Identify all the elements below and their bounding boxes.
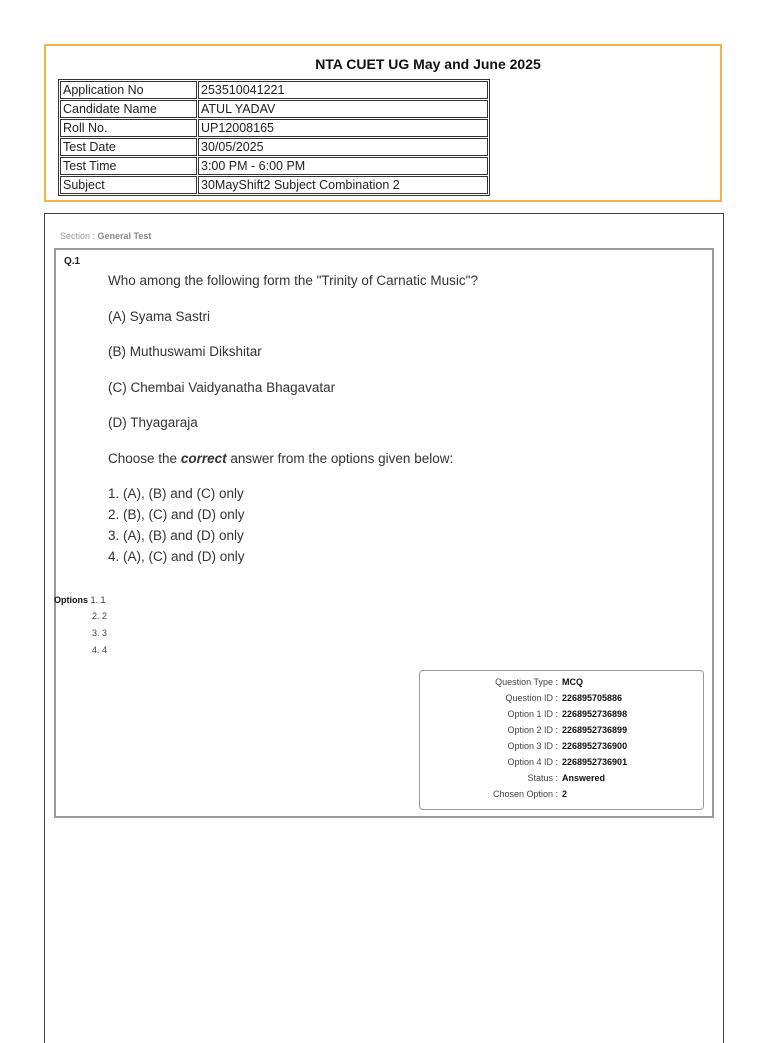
statement-a: (A) Syama Sastri — [108, 309, 211, 324]
info-label: Test Date — [60, 138, 197, 156]
statement-b: (B) Muthuswami Dikshitar — [108, 344, 262, 359]
option-item: 3. 3 — [92, 628, 108, 638]
meta-key: Status : — [527, 773, 558, 783]
meta-value: 2268952736901 — [562, 757, 628, 767]
meta-key: Option 2 ID : — [507, 725, 558, 735]
candidate-info-box — [44, 44, 722, 202]
question-text: Who among the following form the "Trinity of Carnatic Music"? — [108, 273, 478, 288]
info-label: Application No — [60, 81, 197, 99]
exam-title: NTA CUET UG May and June 2025 — [315, 56, 541, 72]
info-label: Roll No. — [60, 119, 197, 137]
table-row — [60, 81, 488, 99]
meta-key: Option 4 ID : — [507, 757, 558, 767]
meta-value: 2 — [562, 789, 568, 799]
meta-key: Question ID : — [505, 693, 558, 703]
option-item: 1. 1 — [90, 595, 106, 605]
table-row — [60, 119, 488, 137]
table-row — [60, 176, 488, 194]
meta-value: Answered — [562, 773, 606, 783]
meta-value: 2268952736898 — [562, 709, 628, 719]
choice-3: 3. (A), (B) and (D) only — [108, 528, 244, 543]
info-label: Subject — [60, 176, 197, 194]
info-value: ATUL YADAV — [198, 100, 488, 118]
instruction-pre: Choose the — [108, 451, 181, 466]
meta-key: Question Type : — [495, 677, 558, 687]
meta-key: Option 1 ID : — [507, 709, 558, 719]
answer-instruction — [108, 451, 453, 466]
info-value: UP12008165 — [198, 119, 488, 137]
choice-2: 2. (B), (C) and (D) only — [108, 507, 245, 522]
table-row — [60, 138, 488, 156]
option-item: 4. 4 — [92, 645, 108, 655]
options-list — [54, 595, 106, 605]
table-row — [60, 100, 488, 118]
table-row — [60, 157, 488, 175]
candidate-info-table — [58, 79, 490, 196]
question-number: Q.1 — [64, 256, 81, 267]
statement-d: (D) Thyagaraja — [108, 415, 198, 430]
section-name: General Test — [97, 231, 152, 241]
options-label: Options — [54, 595, 88, 605]
statement-c: (C) Chembai Vaidyanatha Bhagavatar — [108, 380, 336, 395]
section-label — [60, 231, 151, 241]
info-label: Test Time — [60, 157, 197, 175]
meta-key: Chosen Option : — [492, 789, 558, 799]
instruction-emphasis: correct — [180, 451, 227, 466]
meta-value: 2268952736900 — [562, 741, 628, 751]
meta-value: MCQ — [562, 677, 583, 687]
instruction-post: answer from the options given below: — [226, 451, 454, 466]
meta-key: Option 3 ID : — [507, 741, 558, 751]
info-value: 30MayShift2 Subject Combination 2 — [198, 176, 488, 194]
meta-value: 2268952736899 — [562, 725, 628, 735]
info-value: 30/05/2025 — [198, 138, 488, 156]
info-value: 253510041221 — [198, 81, 488, 99]
choice-4: 4. (A), (C) and (D) only — [108, 549, 245, 564]
meta-value: 226895705886 — [562, 693, 623, 703]
info-label: Candidate Name — [60, 100, 197, 118]
section-prefix: Section : — [60, 231, 98, 241]
option-item: 2. 2 — [92, 611, 108, 621]
choice-1: 1. (A), (B) and (C) only — [108, 486, 244, 501]
info-value: 3:00 PM - 6:00 PM — [198, 157, 488, 175]
